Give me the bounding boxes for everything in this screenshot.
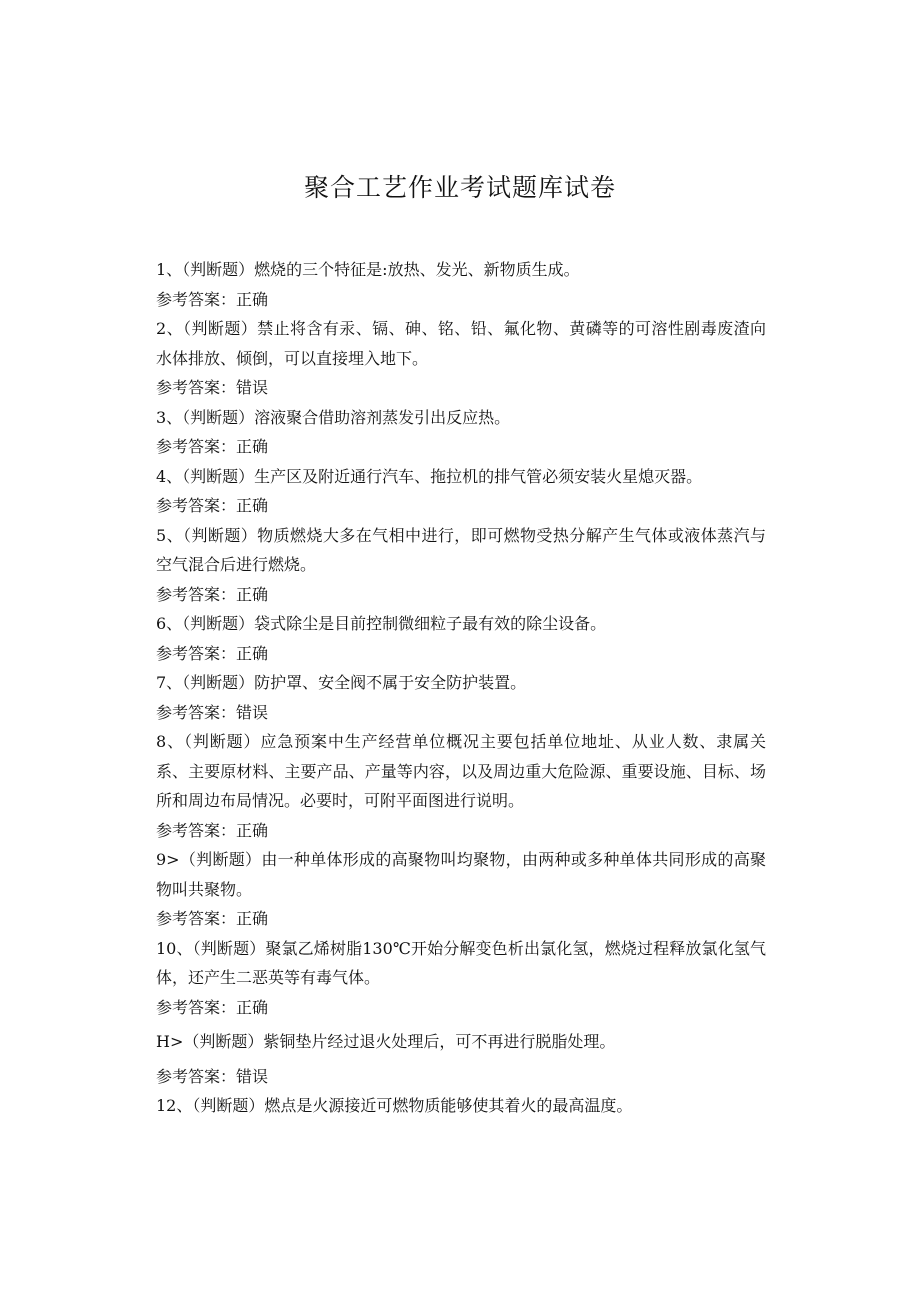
question-text: 1、（判断题）燃烧的三个特征是:放热、发光、新物质生成。 (156, 260, 580, 279)
question-text: 10、（判断题）聚氯乙烯树脂130℃开始分解变色析出氯化氢，燃烧过程释放氯化氢气体，还产生二恶英等有毒气体。 (156, 938, 766, 987)
question-text: 2、（判断题）禁止将含有汞、镉、砷、铭、铅、氟化物、黄磷等的可溶性剧毒废渣向水体排放、倾倒，可以直接埋入地下。 (156, 319, 766, 368)
answer-text: 参考答案：正确 (156, 437, 269, 456)
answer-text: 参考答案：错误 (156, 702, 269, 722)
question-text: 8、（判断题）应急预案中生产经营单位概况主要包括单位地址、从业人数、隶属关系、主要原材料、主要产品、产量等内容，以及周边重大危险源、重要设施、目标、场所和周边布局情况。必要时，可附平面图进行说明。 (156, 732, 766, 810)
question-text: 5、（判断题）物质燃烧大多在气相中进行，即可燃物受热分解产生气体或液体蒸汽与空气混合后进行燃烧。 (156, 525, 766, 574)
answer-text: 参考答案：正确 (156, 643, 269, 663)
answer-text: 参考答案：错误 (156, 378, 269, 397)
question-text: 3、（判断题）溶液聚合借助溶剂蒸发引出反应热。 (156, 407, 511, 427)
question-text: 7、（判断题）防护罩、安全阀不属于安全防护装置。 (156, 673, 527, 692)
question-text: 4、（判断题）生产区及附近通行汽车、拖拉机的排气管必须安装火星熄灭器。 (156, 466, 703, 486)
answer-text: 参考答案：错误 (156, 1066, 269, 1086)
answer-text: 参考答案：正确 (156, 909, 269, 928)
question-text: 12、（判断题）燃点是火源接近可燃物质能够使其着火的最高温度。 (156, 1096, 633, 1115)
answer-text: 参考答案：正确 (156, 289, 269, 309)
question-list (156, 255, 766, 1121)
document-title: 聚合工艺作业考试题库试卷 (303, 173, 616, 202)
answer-text: 参考答案：正确 (156, 496, 269, 515)
answer-text: 参考答案：正确 (156, 820, 269, 840)
answer-text: 参考答案：正确 (156, 584, 269, 604)
question-text: H>（判断题）紫铜垫片经过退火处理后，可不再进行脱脂处理。 (156, 1032, 616, 1051)
question-text: 6、（判断题）袋式除尘是目前控制微细粒子最有效的除尘设备。 (156, 614, 607, 633)
answer-text: 参考答案：正确 (156, 997, 269, 1017)
question-text: 9>（判断题）由一种单体形成的高聚物叫均聚物，由两种或多种单体共同形成的高聚物叫共聚物。 (156, 850, 766, 899)
